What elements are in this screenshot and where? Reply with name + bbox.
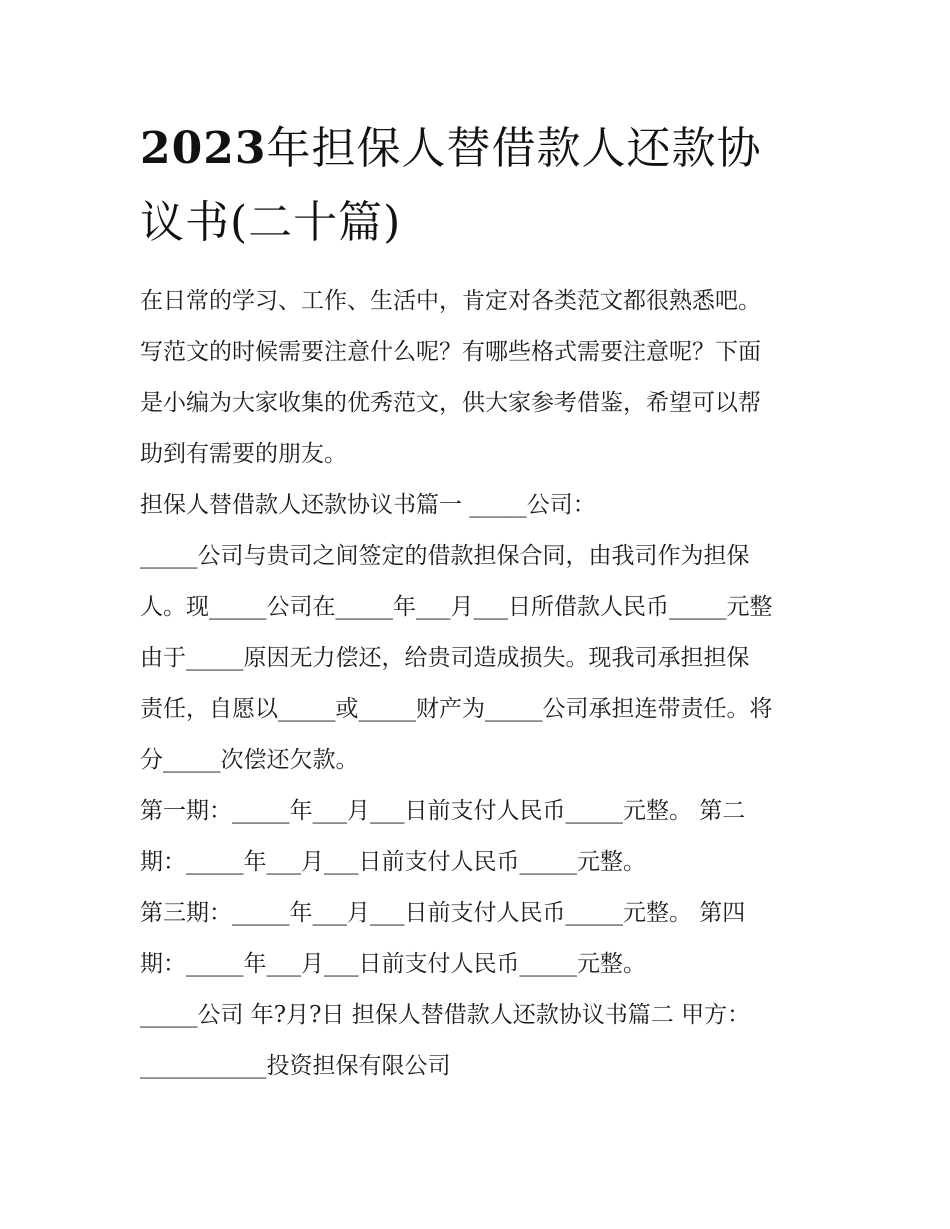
body-line: 助到有需要的朋友。	[140, 441, 347, 467]
body-line: _____公司 年?月?日 担保人替借款人还款协议书篇二 甲方：	[140, 1002, 751, 1028]
body-line: 责任，自愿以_____或_____财产为_____公司承担连带责任。将	[140, 696, 773, 722]
body-line: 由于_____原因无力偿还，给贵司造成损失。现我司承担担保	[140, 645, 750, 671]
body-line: 人。现_____公司在_____年___月___日所借款人民币_____元整	[140, 594, 773, 620]
title-year: 2023	[140, 123, 267, 174]
document-title	[140, 112, 820, 260]
body-line: 分_____次偿还欠款。	[140, 747, 359, 773]
body-line: 是小编为大家收集的优秀范文，供大家参考借鉴，希望可以帮	[140, 390, 761, 416]
body-line: 担保人替借款人还款协议书篇一 _____公司：	[140, 492, 596, 518]
body-line: 在日常的学习、工作、生活中，肯定对各类范文都很熟悉吧。	[140, 288, 761, 314]
body-line: 期：_____年___月___日前支付人民币_____元整。	[140, 951, 646, 977]
body-line: 第一期：_____年___月___日前支付人民币_____元整。 第二	[140, 798, 746, 824]
title-line2-text: 议书(二十篇)	[140, 197, 402, 248]
document-body	[140, 276, 820, 1092]
body-line: 期：_____年___月___日前支付人民币_____元整。	[140, 849, 646, 875]
body-line: _____公司与贵司之间签定的借款担保合同，由我司作为担保	[140, 543, 750, 569]
body-line: 写范文的时候需要注意什么呢？有哪些格式需要注意呢？下面	[140, 339, 761, 365]
body-line: 第三期：_____年___月___日前支付人民币_____元整。 第四	[140, 900, 746, 926]
title-line1-text: 年担保人替借款人还款协	[266, 123, 762, 174]
body-line: ___________投资担保有限公司	[140, 1053, 451, 1079]
